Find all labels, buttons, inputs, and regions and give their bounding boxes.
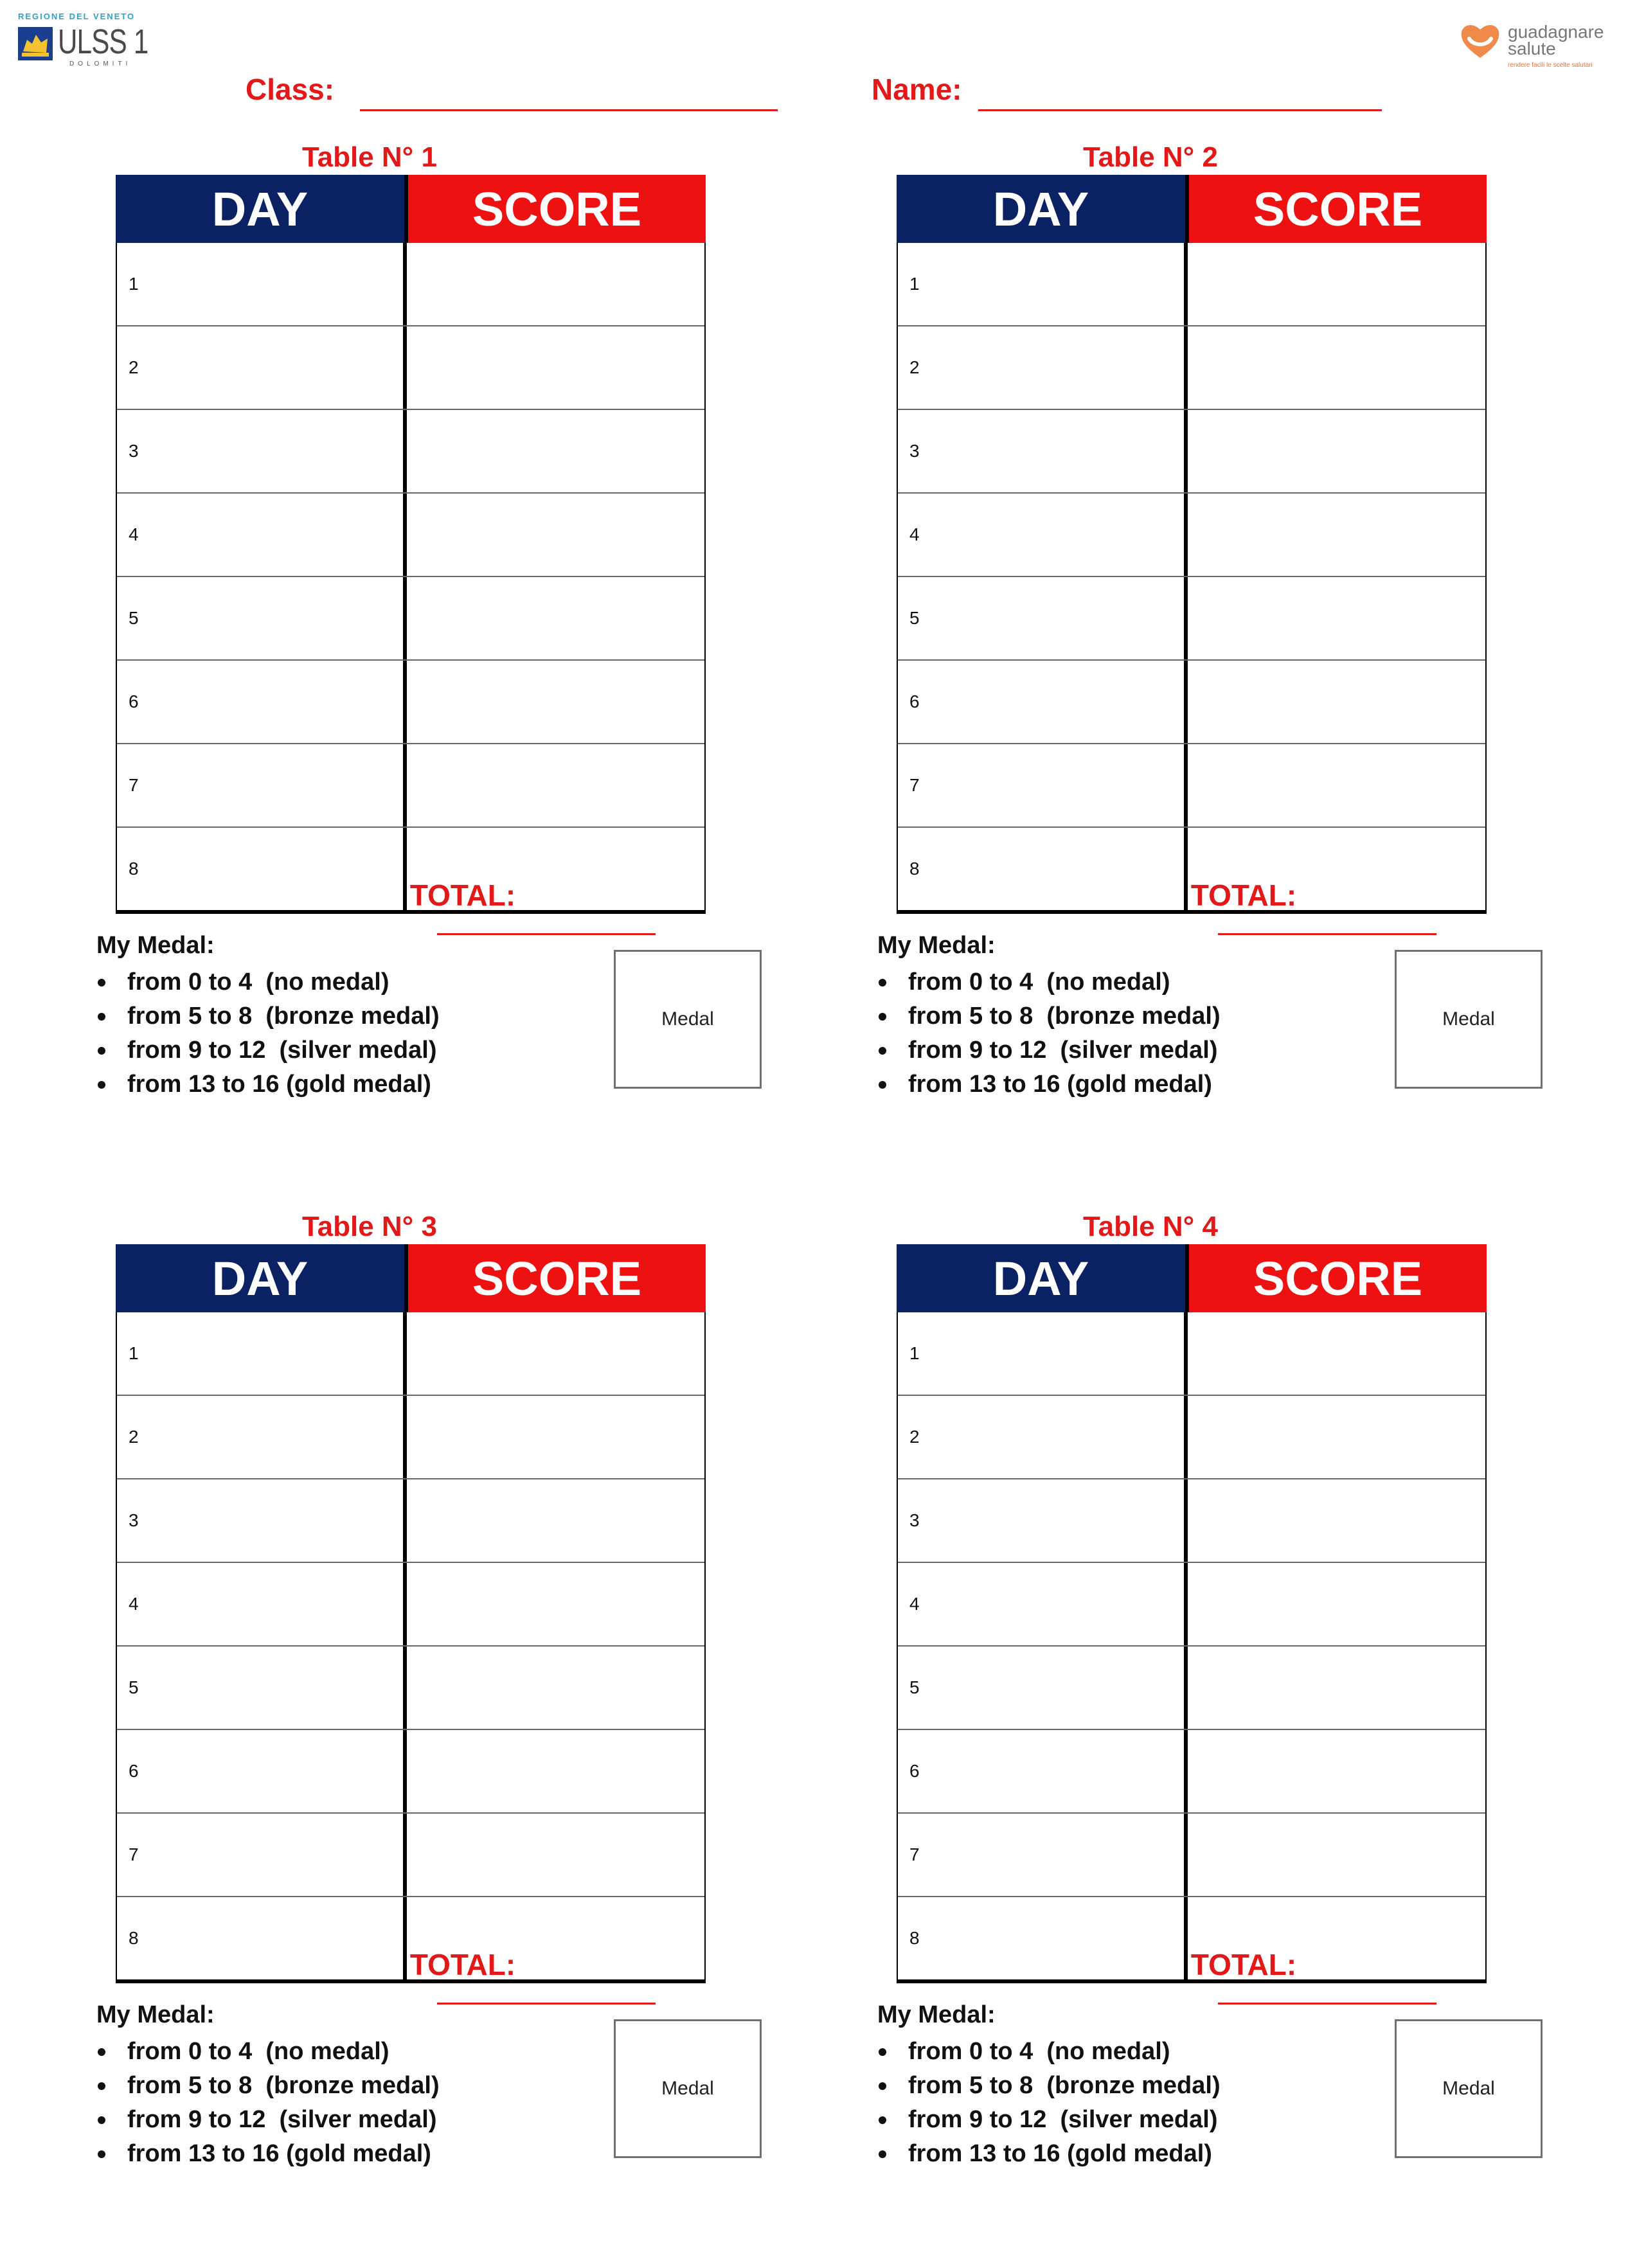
day-column-header: DAY [897, 1244, 1185, 1312]
day-cell: 8 [909, 859, 920, 879]
table-row [117, 1729, 704, 1812]
medal-rules-list [877, 2035, 1221, 2171]
medal-rule-item: from 0 to 4 (no medal) [96, 2035, 440, 2069]
day-column-header: DAY [116, 175, 404, 243]
score-cell[interactable] [1188, 661, 1485, 743]
score-block-2 [781, 141, 1520, 1170]
total-label: TOTAL: [1190, 879, 1297, 912]
score-cell[interactable] [1188, 1647, 1485, 1729]
medal-rule-item: from 0 to 4 (no medal) [877, 965, 1221, 999]
medal-title: My Medal: [96, 932, 215, 959]
score-cell[interactable] [1188, 243, 1485, 325]
medal-rule-item: from 13 to 16 (gold medal) [96, 2137, 440, 2171]
score-cell[interactable] [407, 410, 704, 492]
table-row [117, 1812, 704, 1896]
day-cell: 3 [909, 441, 920, 461]
medal-rules-list [96, 965, 440, 1102]
day-cell: 5 [129, 608, 139, 628]
day-cell: 6 [129, 1761, 139, 1781]
medal-rule-item: from 9 to 12 (silver medal) [877, 2103, 1221, 2137]
table-row [898, 1395, 1485, 1478]
score-block-3 [0, 1211, 739, 2239]
day-cell: 2 [909, 357, 920, 377]
table-body [897, 243, 1487, 914]
score-cell[interactable] [407, 577, 704, 659]
name-input-line[interactable] [978, 109, 1382, 111]
score-cell[interactable] [407, 1312, 704, 1395]
medal-rule-item: from 0 to 4 (no medal) [96, 965, 440, 999]
medal-box[interactable]: Medal [1395, 950, 1543, 1089]
table-row [117, 409, 704, 492]
table-row [898, 743, 1485, 826]
table-row [898, 1645, 1485, 1729]
score-cell[interactable] [407, 1563, 704, 1645]
medal-box[interactable]: Medal [614, 950, 762, 1089]
medal-rule-item: from 5 to 8 (bronze medal) [96, 2069, 440, 2103]
table-title: Table N° 1 [302, 141, 437, 173]
score-table [897, 175, 1487, 914]
score-cell[interactable] [1188, 744, 1485, 826]
score-cell[interactable] [1188, 494, 1485, 576]
table-row [898, 409, 1485, 492]
day-cell: 4 [909, 524, 920, 544]
medal-rule-item: from 5 to 8 (bronze medal) [877, 2069, 1221, 2103]
score-table [116, 1244, 706, 1983]
logo-region-text: REGIONE DEL VENETO [18, 12, 136, 21]
score-cell[interactable] [1188, 1563, 1485, 1645]
table-row [117, 243, 704, 325]
score-cell[interactable] [407, 661, 704, 743]
logo-tagline: rendere facili le scelte salutari [1508, 62, 1593, 69]
table-title: Table N° 4 [1083, 1211, 1218, 1242]
logo-org-text: ULSS 1 [58, 22, 148, 61]
table-row [898, 1729, 1485, 1812]
score-column-header: SCORE [1189, 1244, 1487, 1312]
table-body [116, 1312, 706, 1983]
table-body [116, 243, 706, 914]
score-block-4 [781, 1211, 1520, 2239]
medal-title: My Medal: [877, 2001, 996, 2028]
total-input-line[interactable] [1218, 933, 1436, 935]
total-input-line[interactable] [437, 2003, 656, 2005]
medal-title: My Medal: [877, 932, 996, 959]
day-cell: 1 [129, 274, 139, 294]
day-cell: 2 [129, 1427, 139, 1447]
total-label: TOTAL: [409, 1948, 516, 1981]
day-cell: 8 [909, 1928, 920, 1948]
table-row [898, 492, 1485, 576]
table-header [116, 175, 706, 243]
table-row [117, 1395, 704, 1478]
day-cell: 4 [909, 1594, 920, 1614]
medal-rules-list [877, 965, 1221, 1102]
day-column-header: DAY [897, 175, 1185, 243]
score-column-header: SCORE [408, 175, 706, 243]
medal-rules-list [96, 2035, 440, 2171]
table-row [117, 576, 704, 659]
score-cell[interactable] [407, 1814, 704, 1896]
table-row [898, 1312, 1485, 1395]
day-cell: 7 [909, 775, 920, 795]
table-row [117, 1312, 704, 1395]
score-column-header: SCORE [1189, 175, 1487, 243]
score-cell[interactable] [407, 1396, 704, 1478]
name-label: Name: [872, 73, 962, 106]
day-cell: 1 [909, 1343, 920, 1363]
table-row [898, 659, 1485, 743]
day-cell: 5 [909, 1677, 920, 1697]
table-title: Table N° 3 [302, 1211, 437, 1242]
score-table [116, 175, 706, 914]
day-cell: 6 [129, 692, 139, 711]
day-cell: 6 [909, 1761, 920, 1781]
day-cell: 6 [909, 692, 920, 711]
table-header [897, 175, 1487, 243]
table-body [897, 1312, 1487, 1983]
day-cell: 7 [129, 1844, 139, 1864]
score-cell[interactable] [1188, 1479, 1485, 1562]
total-label: TOTAL: [409, 879, 516, 912]
table-row [117, 1645, 704, 1729]
table-row [898, 1562, 1485, 1645]
total-input-line[interactable] [1218, 2003, 1436, 2005]
score-cell[interactable] [407, 494, 704, 576]
score-cell[interactable] [1188, 1814, 1485, 1896]
medal-box[interactable]: Medal [614, 2019, 762, 2158]
score-cell[interactable] [407, 1479, 704, 1562]
medal-rule-item: from 9 to 12 (silver medal) [877, 1033, 1221, 1067]
score-cell[interactable] [407, 1647, 704, 1729]
medal-title: My Medal: [96, 2001, 215, 2028]
table-row [117, 1478, 704, 1562]
table-row [898, 576, 1485, 659]
day-cell: 1 [129, 1343, 139, 1363]
medal-rule-item: from 0 to 4 (no medal) [877, 2035, 1221, 2069]
medal-rule-item: from 13 to 16 (gold medal) [877, 2137, 1221, 2171]
day-cell: 1 [909, 274, 920, 294]
logo-sub-text: DOLOMITI [69, 60, 132, 67]
table-header [116, 1244, 706, 1312]
day-cell: 2 [129, 357, 139, 377]
guadagnare-salute-logo [1459, 22, 1613, 73]
day-column-header: DAY [116, 1244, 404, 1312]
table-row [117, 743, 704, 826]
total-label: TOTAL: [1190, 1948, 1297, 1981]
table-row [117, 325, 704, 409]
medal-rule-item: from 9 to 12 (silver medal) [96, 2103, 440, 2137]
score-column-header: SCORE [408, 1244, 706, 1312]
medal-rule-item: from 13 to 16 (gold medal) [96, 1067, 440, 1102]
day-cell: 8 [129, 859, 139, 879]
score-cell[interactable] [1188, 326, 1485, 409]
lion-crest-icon [18, 27, 53, 60]
medal-rule-item: from 13 to 16 (gold medal) [877, 1067, 1221, 1102]
score-cell[interactable] [1188, 577, 1485, 659]
day-cell: 5 [909, 608, 920, 628]
day-cell: 3 [129, 1510, 139, 1530]
score-block-1 [0, 141, 739, 1170]
class-label: Class: [246, 73, 335, 106]
table-header [897, 1244, 1487, 1312]
medal-rule-item: from 9 to 12 (silver medal) [96, 1033, 440, 1067]
medal-rule-item: from 5 to 8 (bronze medal) [877, 999, 1221, 1033]
day-cell: 4 [129, 524, 139, 544]
table-row [898, 1478, 1485, 1562]
day-cell: 4 [129, 1594, 139, 1614]
day-cell: 2 [909, 1427, 920, 1447]
day-cell: 7 [909, 1844, 920, 1864]
day-cell: 7 [129, 775, 139, 795]
score-cell[interactable] [1188, 1730, 1485, 1812]
score-table [897, 1244, 1487, 1983]
day-cell: 3 [909, 1510, 920, 1530]
medal-rule-item: from 5 to 8 (bronze medal) [96, 999, 440, 1033]
day-cell: 3 [129, 441, 139, 461]
table-row [898, 243, 1485, 325]
table-row [898, 325, 1485, 409]
logo-line1: guadagnare [1508, 22, 1604, 42]
score-cell[interactable] [1188, 410, 1485, 492]
score-cell[interactable] [407, 243, 704, 325]
score-cell[interactable] [407, 326, 704, 409]
score-cell[interactable] [407, 1730, 704, 1812]
score-cell[interactable] [1188, 1312, 1485, 1395]
table-row [117, 492, 704, 576]
total-input-line[interactable] [437, 933, 656, 935]
ulss-logo [13, 12, 148, 67]
table-row [117, 659, 704, 743]
medal-box[interactable]: Medal [1395, 2019, 1543, 2158]
score-cell[interactable] [407, 744, 704, 826]
table-row [898, 1812, 1485, 1896]
heart-icon [1459, 22, 1501, 60]
logo-line2: salute [1508, 39, 1556, 58]
table-row [117, 1562, 704, 1645]
score-cell[interactable] [1188, 1396, 1485, 1478]
table-title: Table N° 2 [1083, 141, 1218, 173]
class-input-line[interactable] [360, 109, 778, 111]
day-cell: 5 [129, 1677, 139, 1697]
day-cell: 8 [129, 1928, 139, 1948]
